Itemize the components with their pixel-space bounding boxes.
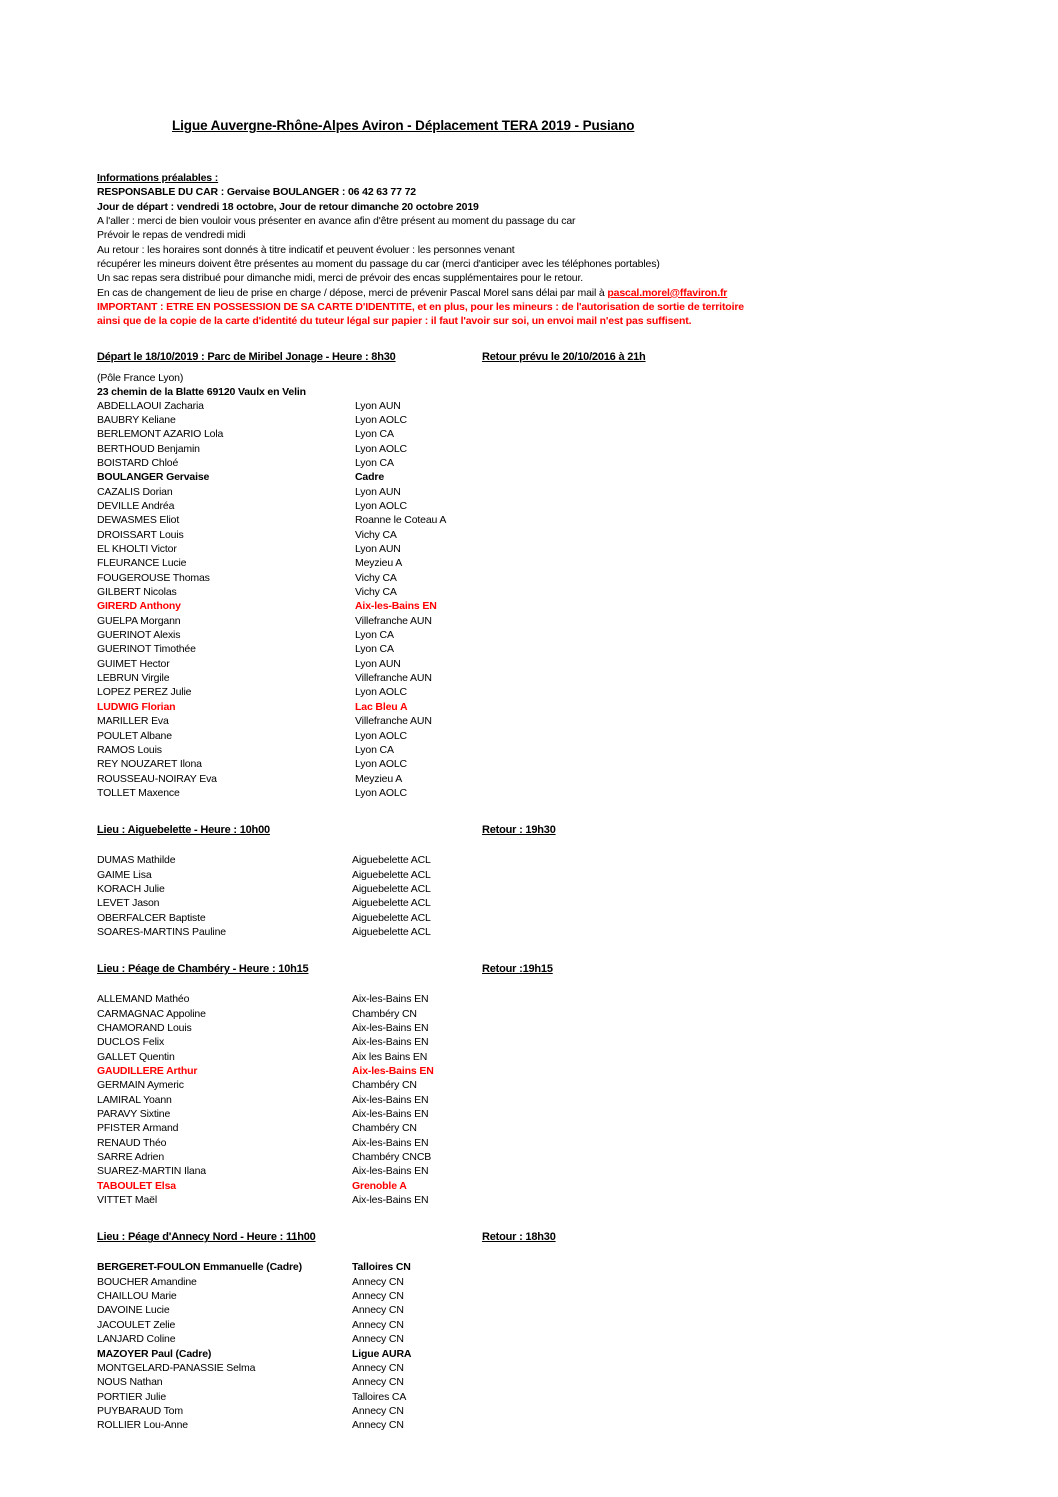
participant-name: DUCLOS Felix bbox=[97, 1036, 165, 1049]
roster-row bbox=[97, 500, 961, 514]
participant-name: GAIME Lisa bbox=[97, 868, 152, 881]
section-departure-label: Lieu : Péage de Chambéry - Heure : 10h15 bbox=[97, 963, 309, 976]
participant-name: BERTHOUD Benjamin bbox=[97, 442, 200, 455]
roster-row bbox=[97, 715, 961, 729]
roster-row bbox=[97, 1122, 961, 1136]
roster-miribel bbox=[97, 400, 961, 802]
participant-club: Lac Bleu A bbox=[355, 700, 408, 713]
participant-name: GERMAIN Aymeric bbox=[97, 1079, 184, 1092]
participant-name: BOULANGER Gervaise bbox=[97, 471, 210, 484]
participant-name: GAUDILLERE Arthur bbox=[97, 1065, 198, 1077]
roster-row bbox=[97, 443, 961, 457]
pickup-section-annecy bbox=[97, 1231, 961, 1433]
participant-name: BOUCHER Amandine bbox=[97, 1275, 197, 1288]
roster-row bbox=[97, 1079, 961, 1093]
participant-club: Lyon AOLC bbox=[355, 442, 407, 455]
roster-row bbox=[97, 1304, 961, 1318]
roster-row bbox=[97, 1008, 961, 1022]
participant-name: ALLEMAND Mathéo bbox=[97, 993, 190, 1006]
pickup-section-chambery bbox=[97, 963, 961, 1208]
participant-name: DROISSART Louis bbox=[97, 528, 184, 541]
participant-club: Lyon CA bbox=[355, 743, 394, 756]
roster-row bbox=[97, 1391, 961, 1405]
participant-club: Villefranche AUN bbox=[355, 715, 432, 728]
participant-name: MARILLER Eva bbox=[97, 715, 169, 728]
document-sheet bbox=[97, 118, 961, 1434]
participant-club: Chambéry CNCB bbox=[352, 1151, 432, 1164]
participant-club: Talloires CA bbox=[352, 1390, 407, 1403]
participant-club: Aix-les-Bains EN bbox=[352, 1108, 429, 1121]
participant-name: DAVOINE Lucie bbox=[97, 1304, 170, 1317]
participant-club: Annecy CN bbox=[352, 1318, 404, 1331]
roster-row bbox=[97, 1022, 961, 1036]
roster-row bbox=[97, 883, 961, 897]
participant-name: LEBRUN Virgile bbox=[97, 672, 170, 685]
roster-chambery bbox=[97, 993, 961, 1208]
roster-row bbox=[97, 993, 961, 1007]
roster-row bbox=[97, 557, 961, 571]
roster-row bbox=[97, 1108, 961, 1122]
participant-club: Meyzieu A bbox=[355, 772, 403, 785]
roster-row bbox=[97, 1405, 961, 1419]
pickup-section-aiguebelette bbox=[97, 824, 961, 940]
roster-row bbox=[97, 543, 961, 557]
participant-name: GUERINOT Timothée bbox=[97, 643, 196, 656]
roster-row bbox=[97, 1051, 961, 1065]
section-header-annecy bbox=[97, 1231, 961, 1247]
participant-name: BERGERET-FOULON Emmanuelle (Cadre) bbox=[97, 1261, 302, 1274]
participant-name: TOLLET Maxence bbox=[97, 786, 180, 799]
participant-club: Chambéry CN bbox=[352, 1007, 417, 1020]
roster-row bbox=[97, 1094, 961, 1108]
section-header-chambery bbox=[97, 963, 961, 979]
participant-club: Lyon AOLC bbox=[355, 758, 407, 771]
roster-row bbox=[97, 1261, 961, 1275]
section-departure-label: Lieu : Aiguebelette - Heure : 10h00 bbox=[97, 824, 270, 837]
participant-club: Lyon AUN bbox=[355, 399, 401, 412]
participant-club: Aix-les-Bains EN bbox=[352, 993, 429, 1006]
participant-name: MONTGELARD-PANASSIE Selma bbox=[97, 1361, 256, 1374]
participant-club: Lyon AOLC bbox=[355, 413, 407, 426]
contact-email-link[interactable]: pascal.morel@ffaviron.fr bbox=[607, 286, 728, 299]
participant-club: Aix les Bains EN bbox=[352, 1050, 428, 1063]
roster-row bbox=[97, 730, 961, 744]
section-return-label: Retour prévu le 20/10/2016 à 21h bbox=[482, 350, 646, 363]
participant-name: GUELPA Morgann bbox=[97, 614, 181, 627]
participant-club: Lyon AUN bbox=[355, 657, 401, 670]
participant-name: JACOULET Zelie bbox=[97, 1318, 176, 1331]
bus-manager-line bbox=[97, 185, 961, 199]
travel-dates-text: Jour de départ : vendredi 18 octobre, Jour de retour dimanche 20 octobre 2019 bbox=[97, 200, 479, 213]
participant-club: Lyon AOLC bbox=[355, 686, 407, 699]
participant-name: EL KHOLTI Victor bbox=[97, 543, 177, 556]
participant-name: SUAREZ-MARTIN Ilana bbox=[97, 1165, 206, 1178]
participant-club: Villefranche AUN bbox=[355, 614, 432, 627]
bus-manager-text: RESPONSABLE DU CAR : Gervaise BOULANGER : 06 42 63 77 72 bbox=[97, 186, 416, 199]
roster-row bbox=[97, 1065, 961, 1079]
outbound-note-line: A l'aller : merci de bien vouloir vous présenter en avance afin d'être présent au moment du passage du car bbox=[97, 215, 576, 228]
participant-club: Aiguebelette ACL bbox=[352, 868, 431, 881]
participant-name: ABDELLAOUI Zacharia bbox=[97, 399, 204, 412]
section-return-label: Retour : 18h30 bbox=[482, 1231, 556, 1244]
participant-club: Lyon AUN bbox=[355, 543, 401, 556]
roster-row bbox=[97, 1376, 961, 1390]
participant-club: Meyzieu A bbox=[355, 557, 403, 570]
participant-name: RAMOS Louis bbox=[97, 743, 162, 756]
pickup-change-text: En cas de changement de lieu de prise en charge / dépose, merci de prévenir Pascal Morel sans délai par mail à bbox=[97, 286, 608, 299]
participant-name: OBERFALCER Baptiste bbox=[97, 911, 206, 924]
roster-aiguebelette bbox=[97, 854, 961, 940]
roster-row bbox=[97, 486, 961, 500]
roster-row bbox=[97, 600, 961, 614]
roster-row bbox=[97, 897, 961, 911]
participant-name: SOARES-MARTINS Pauline bbox=[97, 925, 226, 938]
roster-row bbox=[97, 629, 961, 643]
roster-row bbox=[97, 586, 961, 600]
participant-club: Vichy CA bbox=[355, 528, 397, 541]
participant-name: PARAVY Sixtine bbox=[97, 1108, 171, 1121]
participant-club: Chambéry CN bbox=[352, 1079, 417, 1092]
participant-name: REY NOUZARET Ilona bbox=[97, 758, 202, 771]
roster-row bbox=[97, 701, 961, 715]
preamble-heading-text: Informations préalables : bbox=[97, 172, 219, 184]
participant-club: Aix-les-Bains EN bbox=[352, 1021, 429, 1034]
roster-row bbox=[97, 854, 961, 868]
roster-annecy bbox=[97, 1261, 961, 1433]
participant-club: Aiguebelette ACL bbox=[352, 925, 431, 938]
section-return-label: Retour :19h15 bbox=[482, 963, 553, 976]
participant-club: Annecy CN bbox=[352, 1333, 404, 1346]
participant-name: GALLET Quentin bbox=[97, 1050, 175, 1063]
important-warning-text-2: ainsi que de la copie de la carte d'identité du tuteur légal sur papier : il faut l'avoir sur soi, un envoi mail n'est pas suffisent. bbox=[97, 315, 692, 328]
travel-dates-line bbox=[97, 200, 961, 214]
participant-club: Annecy CN bbox=[352, 1404, 404, 1417]
participant-name: NOUS Nathan bbox=[97, 1376, 163, 1389]
return-note-line-2: récupérer les mineurs doivent être présentes au moment du passage du car (merci d'anticiper avec les téléphones portables) bbox=[97, 258, 660, 271]
participant-club: Aiguebelette ACL bbox=[352, 882, 431, 895]
participant-name: GILBERT Nicolas bbox=[97, 586, 177, 599]
roster-row bbox=[97, 1165, 961, 1179]
participant-club: Aiguebelette ACL bbox=[352, 897, 431, 910]
participant-club: Villefranche AUN bbox=[355, 672, 432, 685]
participant-club: Aix-les-Bains EN bbox=[352, 1165, 429, 1178]
roster-row bbox=[97, 1319, 961, 1333]
section-header-aiguebelette bbox=[97, 824, 961, 840]
participant-name: GIRERD Anthony bbox=[97, 600, 181, 613]
participant-club: Vichy CA bbox=[355, 571, 397, 584]
roster-row bbox=[97, 529, 961, 543]
important-warning-text-1: IMPORTANT : ETRE EN POSSESSION DE SA CARTE D'IDENTITE, et en plus, pour les mineurs : de l'autorisation de sortie de territoire bbox=[97, 301, 744, 314]
roster-row bbox=[97, 1180, 961, 1194]
roster-row bbox=[97, 658, 961, 672]
participant-name: BOISTARD Chloé bbox=[97, 456, 179, 469]
venue-address: 23 chemin de la Blatte 69120 Vaulx en Velin bbox=[97, 386, 306, 399]
participant-club: Lyon AUN bbox=[355, 485, 401, 498]
roster-row bbox=[97, 1151, 961, 1165]
roster-row bbox=[97, 457, 961, 471]
participant-club: Annecy CN bbox=[352, 1376, 404, 1389]
section-header-miribel bbox=[97, 351, 961, 367]
participant-name: LUDWIG Florian bbox=[97, 700, 176, 713]
participant-club: Ligue AURA bbox=[352, 1347, 412, 1360]
participant-name: PFISTER Armand bbox=[97, 1122, 179, 1135]
participant-name: LEVET Jason bbox=[97, 897, 160, 910]
participant-name: LANJARD Coline bbox=[97, 1333, 176, 1346]
preamble-heading bbox=[97, 171, 961, 185]
venue-subtitle: (Pôle France Lyon) bbox=[97, 371, 184, 384]
participant-club: Roanne le Coteau A bbox=[355, 514, 447, 527]
participant-name: BAUBRY Keliane bbox=[97, 413, 176, 426]
participant-club: Aix-les-Bains EN bbox=[352, 1136, 429, 1149]
participant-club: Annecy CN bbox=[352, 1419, 404, 1432]
roster-row bbox=[97, 1036, 961, 1050]
participant-club: Lyon AOLC bbox=[355, 500, 407, 512]
roster-row bbox=[97, 428, 961, 442]
roster-row bbox=[97, 414, 961, 428]
roster-row bbox=[97, 1362, 961, 1376]
participant-name: TABOULET Elsa bbox=[97, 1179, 176, 1192]
participant-club: Annecy CN bbox=[352, 1304, 404, 1317]
participant-name: MAZOYER Paul (Cadre) bbox=[97, 1347, 212, 1360]
participant-name: GUERINOT Alexis bbox=[97, 629, 181, 642]
participant-name: DEWASMES Eliot bbox=[97, 514, 180, 527]
participant-name: DUMAS Mathilde bbox=[97, 854, 176, 867]
roster-row bbox=[97, 869, 961, 883]
roster-row bbox=[97, 514, 961, 528]
participant-club: Aix-les-Bains EN bbox=[352, 1065, 434, 1077]
participant-club: Aiguebelette ACL bbox=[352, 911, 431, 924]
participant-club: Annecy CN bbox=[352, 1361, 404, 1374]
roster-row bbox=[97, 471, 961, 485]
participant-club: Lyon CA bbox=[355, 643, 394, 656]
roster-row bbox=[97, 1348, 961, 1362]
page-title: Ligue Auvergne-Rhône-Alpes Aviron - Déplacement TERA 2019 - Pusiano bbox=[172, 118, 635, 133]
participant-club: Grenoble A bbox=[352, 1179, 407, 1192]
section-departure-label: Lieu : Péage d'Annecy Nord - Heure : 11h00 bbox=[97, 1231, 316, 1244]
participant-club: Lyon CA bbox=[355, 428, 394, 441]
return-note-line-1: Au retour : les horaires sont donnés à titre indicatif et peuvent évoluer : les personnes venant bbox=[97, 243, 515, 256]
participant-club: Talloires CN bbox=[352, 1261, 411, 1274]
participant-club: Cadre bbox=[355, 471, 385, 484]
participant-name: FOUGEROUSE Thomas bbox=[97, 571, 210, 584]
roster-row bbox=[97, 1194, 961, 1208]
roster-row bbox=[97, 1333, 961, 1347]
participant-name: CHAILLOU Marie bbox=[97, 1290, 177, 1303]
lunch-bag-note-line: Un sac repas sera distribué pour dimanche midi, merci de prévoir des encas supplémentaires pour le retour. bbox=[97, 272, 584, 285]
participant-name: POULET Albane bbox=[97, 729, 172, 742]
roster-row bbox=[97, 572, 961, 586]
roster-row bbox=[97, 787, 961, 801]
participant-name: ROLLIER Lou-Anne bbox=[97, 1419, 188, 1432]
participant-club: Annecy CN bbox=[352, 1275, 404, 1288]
roster-row bbox=[97, 912, 961, 926]
participant-name: PUYBARAUD Tom bbox=[97, 1404, 183, 1417]
participant-club: Aix-les-Bains EN bbox=[352, 1036, 429, 1049]
participant-name: FLEURANCE Lucie bbox=[97, 557, 187, 570]
participant-club: Chambéry CN bbox=[352, 1122, 417, 1135]
participant-name: BERLEMONT AZARIO Lola bbox=[97, 428, 224, 441]
pickup-change-line bbox=[97, 286, 961, 300]
roster-row bbox=[97, 744, 961, 758]
participant-club: Aix-les-Bains EN bbox=[355, 600, 437, 613]
roster-row bbox=[97, 1137, 961, 1151]
roster-row bbox=[97, 1276, 961, 1290]
roster-row bbox=[97, 758, 961, 772]
roster-row bbox=[97, 773, 961, 787]
roster-row bbox=[97, 400, 961, 414]
roster-row bbox=[97, 926, 961, 940]
roster-row bbox=[97, 672, 961, 686]
participant-club: Lyon AOLC bbox=[355, 786, 407, 799]
section-return-label: Retour : 19h30 bbox=[482, 824, 556, 837]
participant-name: VITTET Maël bbox=[97, 1194, 158, 1207]
participant-club: Lyon AOLC bbox=[355, 729, 407, 742]
roster-row bbox=[97, 1290, 961, 1304]
participant-club: Aix-les-Bains EN bbox=[352, 1194, 429, 1207]
participant-name: KORACH Julie bbox=[97, 882, 165, 895]
participant-club: Lyon CA bbox=[355, 456, 394, 469]
roster-row bbox=[97, 615, 961, 629]
participant-name: CHAMORAND Louis bbox=[97, 1021, 192, 1034]
participant-name: GUIMET Hector bbox=[97, 657, 170, 670]
pickup-section-miribel bbox=[97, 351, 961, 801]
participant-name: RENAUD Théo bbox=[97, 1136, 167, 1149]
important-warning-line-2 bbox=[97, 314, 961, 328]
participant-club: Lyon CA bbox=[355, 629, 394, 642]
participant-name: DEVILLE Andréa bbox=[97, 500, 175, 512]
participant-name: LAMIRAL Yoann bbox=[97, 1093, 172, 1106]
important-warning-line-1 bbox=[97, 300, 961, 314]
participant-name: ROUSSEAU-NOIRAY Eva bbox=[97, 772, 217, 785]
participant-name: SARRE Adrien bbox=[97, 1151, 165, 1164]
roster-row bbox=[97, 686, 961, 700]
preamble-block bbox=[97, 171, 961, 329]
participant-club: Vichy CA bbox=[355, 586, 397, 599]
participant-club: Aix-les-Bains EN bbox=[352, 1093, 429, 1106]
participant-name: LOPEZ PEREZ Julie bbox=[97, 686, 192, 699]
participant-name: CARMAGNAC Appoline bbox=[97, 1007, 206, 1020]
participant-name: PORTIER Julie bbox=[97, 1390, 167, 1403]
section-departure-label: Départ le 18/10/2019 : Parc de Miribel Jonage - Heure : 8h30 bbox=[97, 350, 396, 363]
meal-note-line: Prévoir le repas de vendredi midi bbox=[97, 229, 246, 242]
participant-name: CAZALIS Dorian bbox=[97, 485, 173, 498]
participant-club: Annecy CN bbox=[352, 1290, 404, 1303]
roster-row bbox=[97, 643, 961, 657]
participant-club: Aiguebelette ACL bbox=[352, 854, 431, 867]
roster-row bbox=[97, 1419, 961, 1433]
